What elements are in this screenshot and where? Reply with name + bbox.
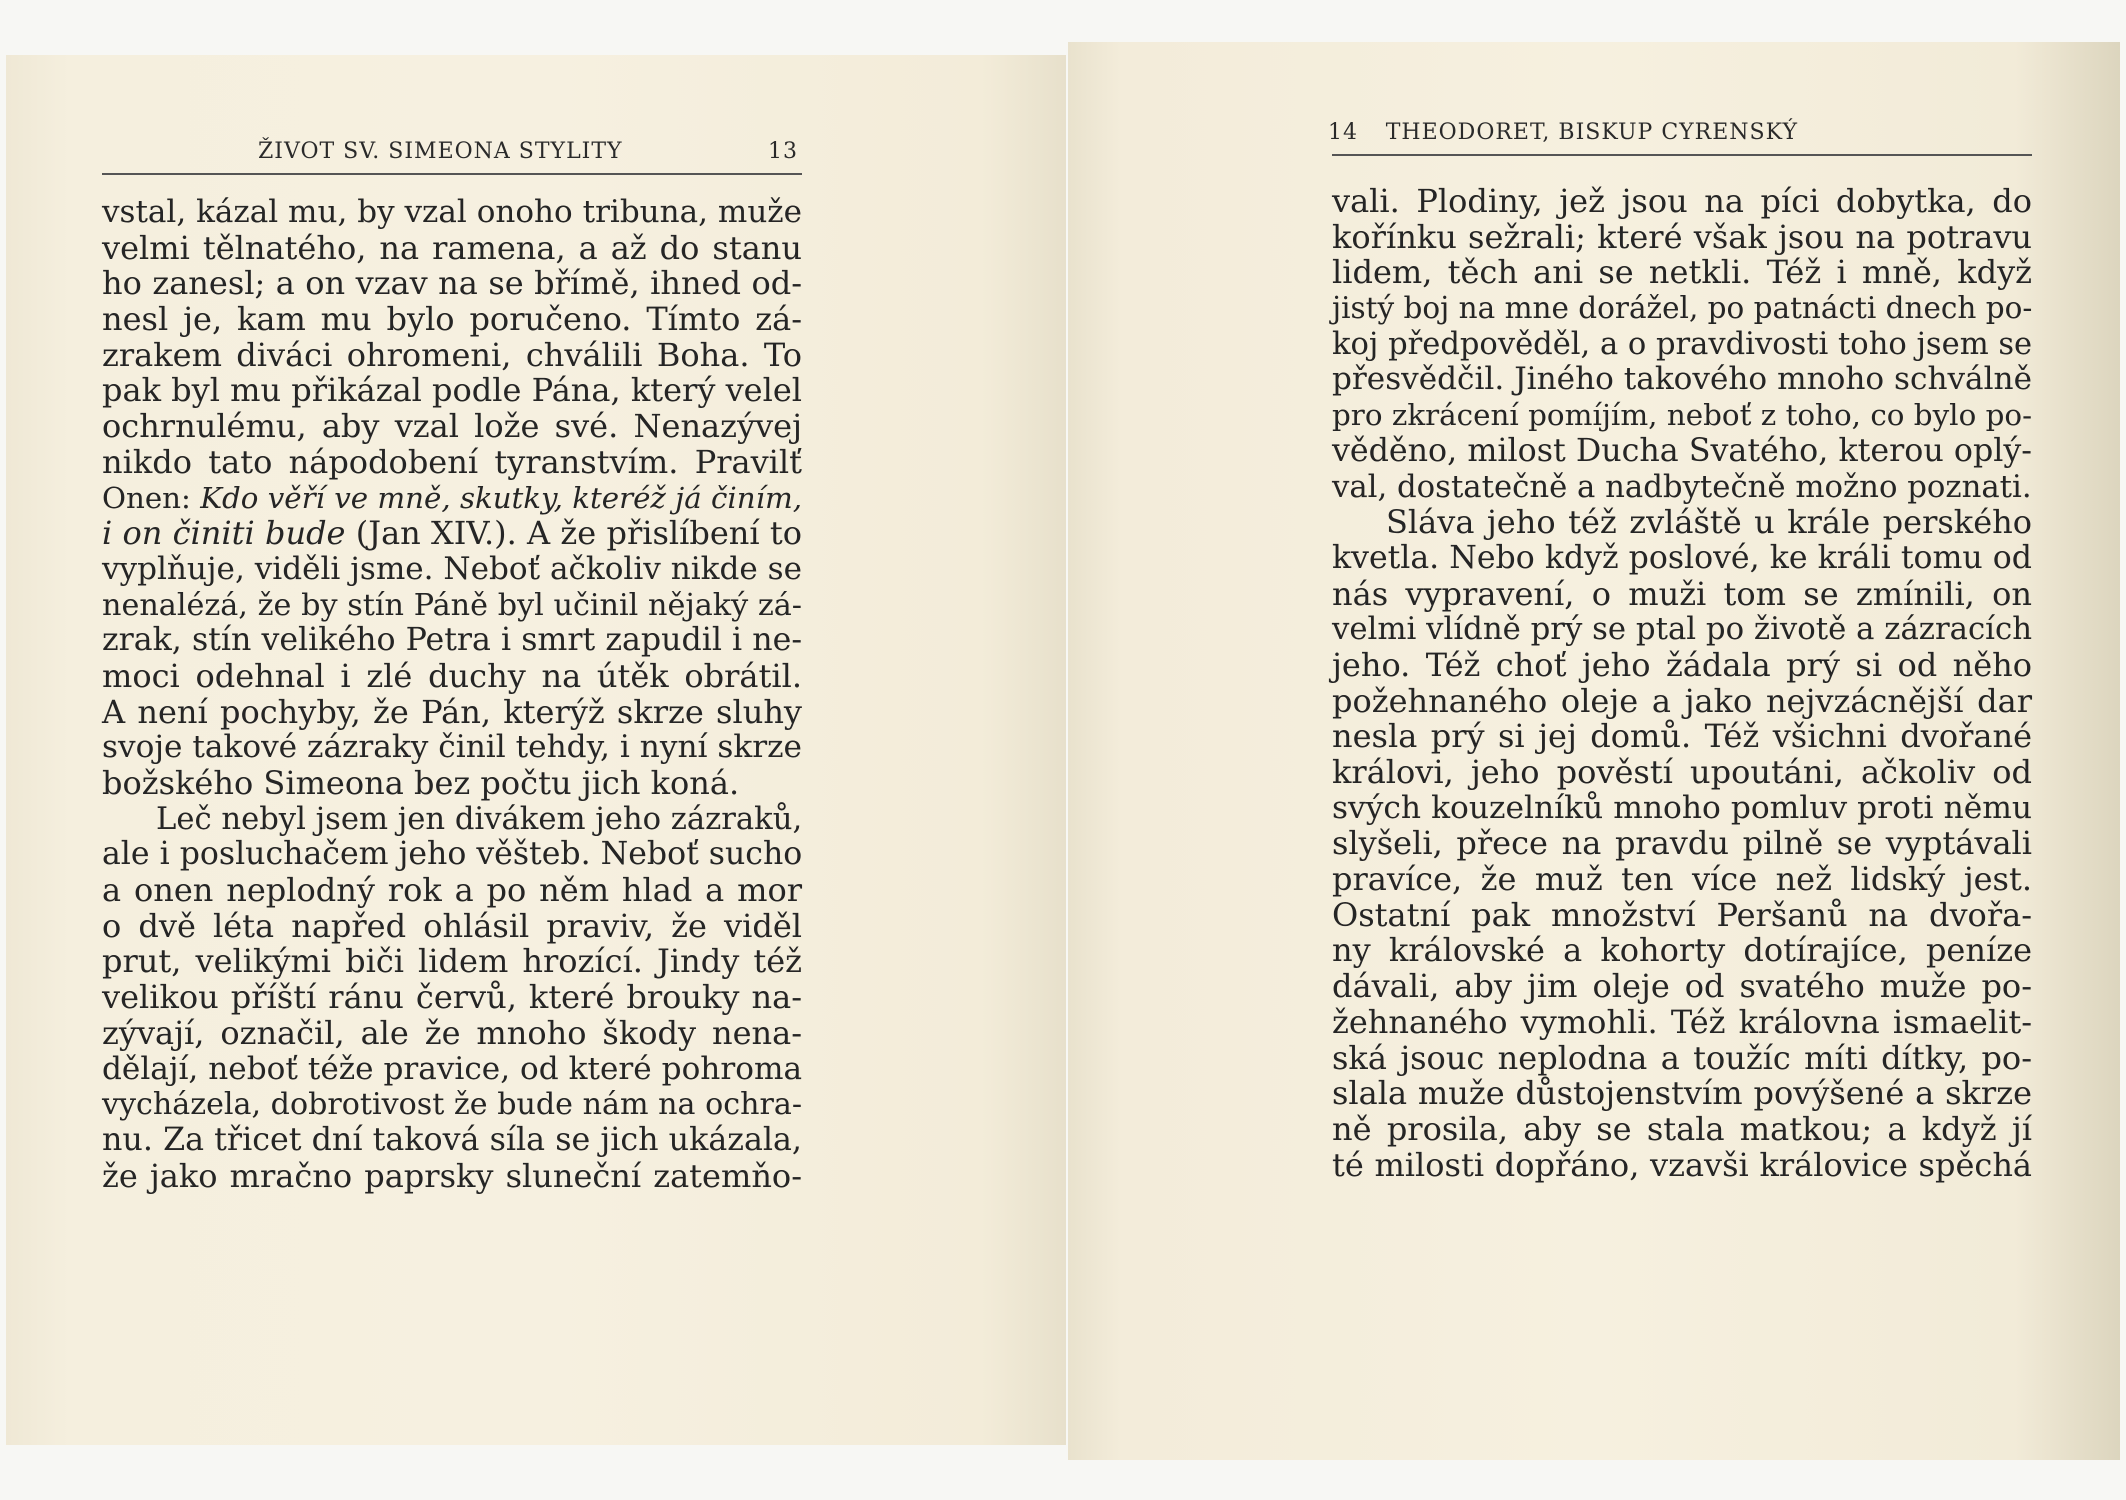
text-line: vycházela, dobrotivost že bude nám na ochra- — [102, 1087, 802, 1123]
text-line: požehnaného oleje a jako nejvzácnější dar — [1332, 681, 2032, 720]
text-line: vali. Plodiny, jež jsou na píci dobytka, do — [1332, 182, 2032, 220]
text-line: lidem, těch ani se netkli. Též i mně, když — [1332, 253, 2032, 292]
text-line: slala muže důstojenstvím povýšené a skrze — [1332, 1074, 2032, 1113]
text-line: že jako mračno paprsky sluneční zatemňo- — [102, 1156, 802, 1195]
text-line: jeho. Též choť jeho žádala prý si od něho — [1332, 645, 2032, 684]
text-line: ny královské a kohorty dotírajíce, peníze — [1332, 931, 2032, 970]
left-page-body — [102, 195, 802, 1194]
running-head: THEODORET, BISKUP CYRENSKÝ — [1385, 120, 1798, 145]
text-line: koj předpověděl, a o pravdivosti toho jsem se — [1332, 326, 2033, 362]
right-page-header — [1328, 120, 1798, 145]
text-line: přesvědčil. Jiného takového mnoho schválně — [1332, 361, 2032, 398]
left-page-header — [258, 139, 798, 164]
text-line: slyšeli, přece na pravdu pilně se vyptávali — [1332, 824, 2032, 863]
text-line: ská jsouc neplodna a toužíc míti dítky, po- — [1332, 1038, 2032, 1077]
text-line: val, dostatečně a nadbytečně možno poznati. — [1332, 468, 2032, 505]
text-line: nás vypravení, o muži tom se zmínili, on — [1332, 574, 2032, 613]
text-segment: (Jan XIV.). A že přislíbení to — [345, 514, 803, 553]
text-line — [102, 481, 802, 517]
text-line: žehnaného vymohli. Též královna ismaelit- — [1332, 1002, 2032, 1041]
text-line: a onen neplodný rok a po něm hlad a mor — [102, 871, 802, 910]
text-line: velmi vlídně prý se ptal po životě a zázracích — [1332, 611, 2032, 648]
text-line: nesl je, kam mu bylo poručeno. Tímto zá- — [102, 300, 802, 339]
text-line: nesla prý si jej domů. Též všichni dvořané — [1332, 717, 2032, 756]
text-line: Sláva jeho též zvláště u krále perského — [1386, 503, 2032, 542]
text-line: Leč nebyl jsem jen divákem jeho zázraků, — [156, 801, 803, 837]
text-line: dávali, aby jim oleje od svatého muže po- — [1332, 967, 2032, 1006]
text-line: o dvě léta napřed ohlásil praviv, že viděl — [102, 906, 802, 945]
text-line: zývají, označil, ale že mnoho škody nena- — [102, 1013, 802, 1052]
text-line: královi, jeho pověstí upoutáni, ačkoliv od — [1332, 753, 2032, 791]
text-line: nikdo tato nápodobení tyranstvím. Pravilť — [102, 442, 802, 481]
text-line: prut, velikými biči lidem hrozící. Jindy též — [102, 942, 802, 981]
text-line: božského Simeona bez počtu jich koná. — [102, 764, 740, 802]
right-page-body — [1332, 184, 2032, 1183]
text-line: nu. Za třicet dní taková síla se jich ukázala, — [102, 1121, 802, 1158]
text-line: ho zanesl; a on vzav na se břímě, ihned od- — [102, 264, 802, 303]
text-line: ale i posluchačem jeho věšteb. Neboť sucho — [102, 836, 803, 873]
text-line: nenalézá, že by stín Páně byl učinil nějaký zá- — [102, 587, 802, 623]
text-segment: Onen: — [102, 480, 201, 515]
text-line: svých kouzelníků mnoho pomluv proti němu — [1332, 789, 2032, 826]
italic-quote: i on činiti bude — [102, 514, 346, 553]
right-page — [1068, 42, 2120, 1460]
left-page — [6, 55, 1066, 1445]
page-number: 14 — [1328, 120, 1358, 145]
text-line: dělají, neboť téže pravice, od které pohroma — [102, 1050, 802, 1087]
text-line: pro zkrácení pomíjím, neboť z toho, co bylo po- — [1332, 398, 2032, 433]
text-line: moci odehnal i zlé duchy na útěk obrátil. — [102, 656, 802, 695]
running-head: ŽIVOT SV. SIMEONA STYLITY — [258, 139, 623, 164]
text-line: velikou příští ránu červů, které brouky na- — [102, 978, 802, 1017]
text-line: jistý boj na mne dorážel, po patnácti dnech po- — [1332, 291, 2033, 326]
text-line: vyplňuje, viděli jsme. Neboť ačkoliv nikde se — [102, 550, 802, 587]
header-rule — [1332, 154, 2032, 156]
text-line: ně prosila, aby se stala matkou; a když jí — [1332, 1109, 2032, 1148]
text-line: svoje takové zázraky činil tehdy, i nyní skrze — [102, 729, 802, 766]
text-line: vstal, kázal mu, by vzal onoho tribuna, muže — [102, 194, 802, 230]
page-number: 13 — [768, 139, 798, 164]
text-line: kvetla. Nebo když poslové, ke králi tomu od — [1332, 539, 2032, 576]
text-line: Ostatní pak množství Peršanů na dvořa- — [1332, 895, 2032, 934]
header-rule — [102, 173, 802, 175]
text-line — [102, 516, 802, 552]
text-line: pak byl mu přikázal podle Pána, který velel — [102, 371, 802, 410]
text-line: věděno, milost Ducha Svatého, kterou oplý- — [1332, 432, 2032, 469]
text-line: zrakem diváci ohromeni, chválili Boha. To — [102, 335, 802, 374]
text-line: kořínku sežrali; které však jsou na potravu — [1332, 217, 2032, 256]
text-line: pravíce, že muž ten více než lidský jest. — [1332, 860, 2032, 899]
text-line: A není pochyby, že Pán, kterýž skrze sluhy — [102, 692, 802, 731]
italic-quote: Kdo věří ve mně, skutky, kteréž já činím, — [200, 480, 802, 515]
text-line: zrak, stín velikého Petra i smrt zapudil i ne- — [102, 622, 802, 659]
text-line: té milosti dopřáno, vzavši královice spěchá — [1332, 1145, 2032, 1184]
text-line: velmi tělnatého, na ramena, a až do stanu — [102, 228, 802, 267]
text-line: ochrnulému, aby vzal lože své. Nenazývej — [102, 407, 802, 446]
